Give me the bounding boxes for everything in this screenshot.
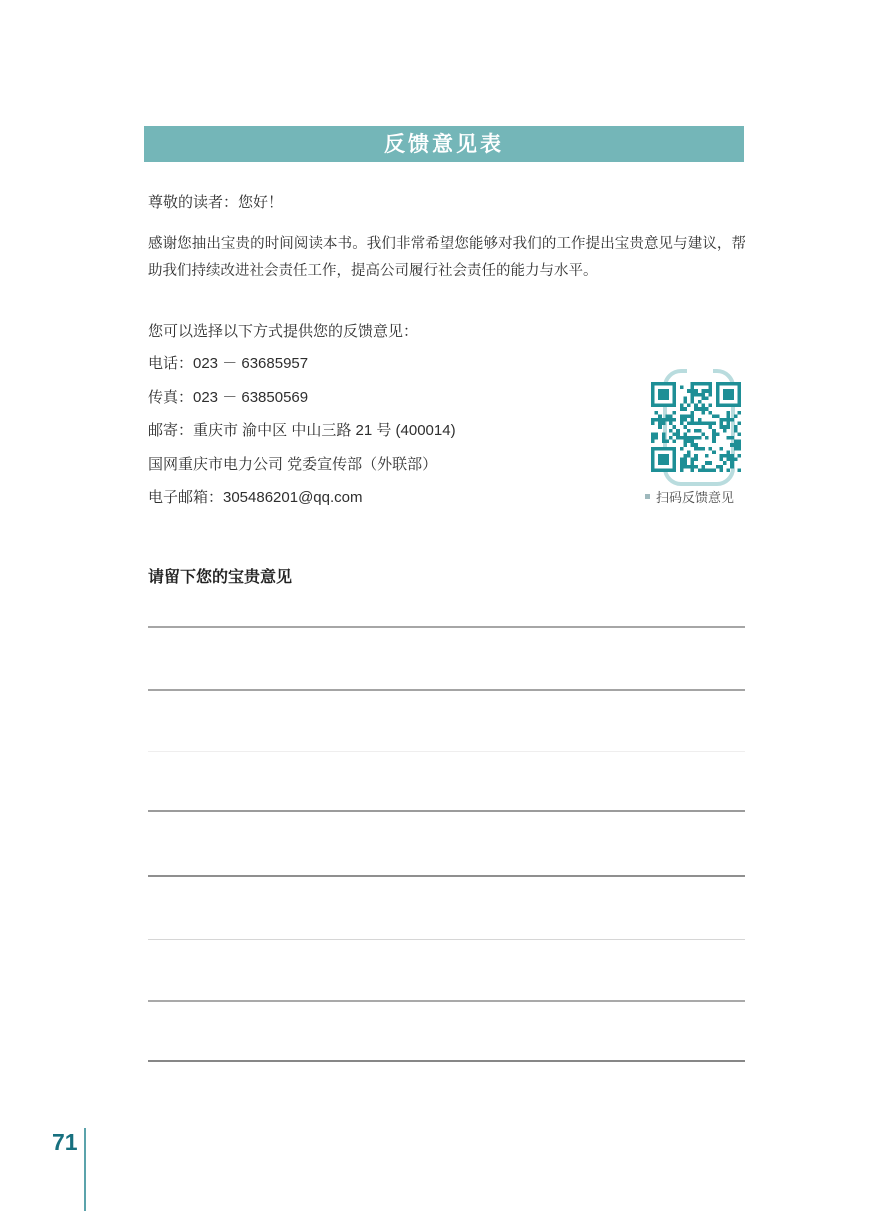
comment-line	[148, 810, 745, 812]
contact-department: 国网重庆市电力公司 党委宣传部（外联部）	[148, 455, 438, 473]
comment-line	[148, 689, 745, 691]
page-number: 71	[52, 1129, 78, 1155]
comment-line	[148, 751, 745, 752]
qr-code-icon	[651, 382, 741, 472]
contact-list	[148, 347, 456, 515]
greeting-text: 尊敬的读者：您好！	[148, 194, 284, 211]
contact-fax: 传真：023 － 63850569	[148, 388, 309, 406]
qr-caption: 扫码反馈意见	[656, 490, 735, 505]
bullet-icon	[645, 494, 650, 499]
comment-line	[148, 626, 745, 628]
section-header	[144, 126, 744, 162]
qr-caption-row	[645, 487, 734, 506]
comment-line	[148, 1060, 745, 1062]
contact-mail-address: 邮寄：重庆市 渝中区 中山三路 21 号 (400014)	[148, 422, 456, 439]
contact-phone: 电话：023 － 63685957	[148, 355, 309, 372]
comments-heading: 请留下您的宝贵意见	[148, 569, 293, 586]
comment-line	[148, 875, 745, 877]
comment-line	[148, 1000, 745, 1002]
phone-notch	[687, 366, 713, 376]
contact-methods-intro: 您可以选择以下方式提供您的反馈意见：	[148, 323, 419, 340]
page-number-divider	[84, 1128, 86, 1211]
comment-line	[148, 939, 745, 940]
page-title: 反馈意见表	[384, 133, 504, 156]
contact-email: 电子邮箱：305486201@qq.com	[148, 489, 363, 506]
intro-paragraph: 感谢您抽出宝贵的时间阅读本书。我们非常希望您能够对我们的工作提出宝贵意见与建议，帮助我们持续改进社会责任工作，提高公司履行社会责任的能力与水平。	[148, 236, 746, 279]
